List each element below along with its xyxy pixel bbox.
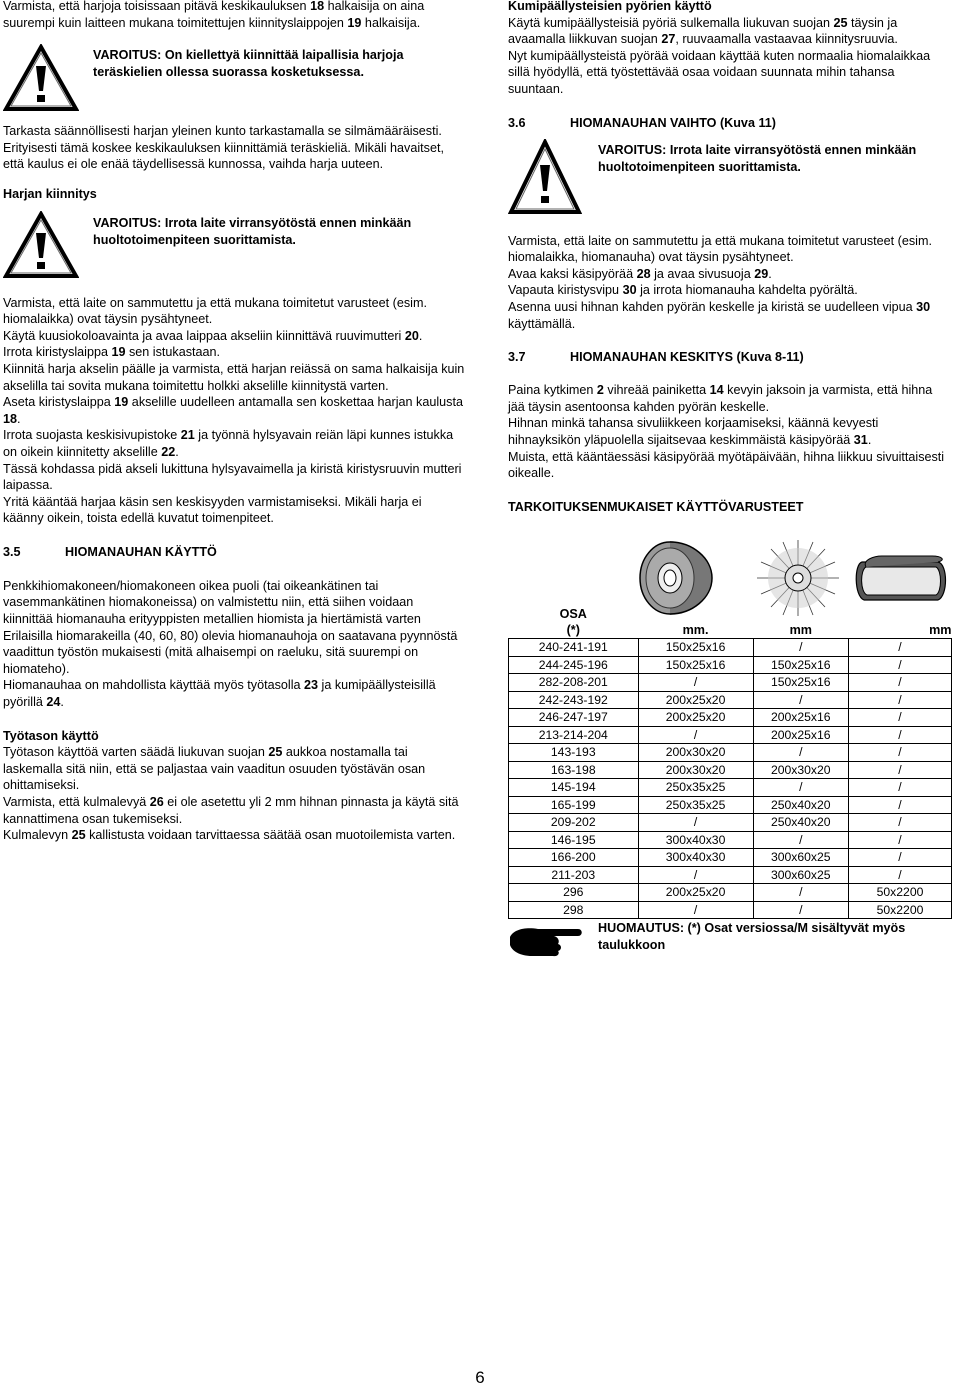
text-run: . [768,266,772,281]
mount-steps [3,295,465,527]
table-cell: 300x60x25 [753,866,848,884]
paragraph [508,282,952,299]
paragraph [3,361,465,394]
table-cell: / [753,691,848,709]
table-cell: 166-200 [509,849,639,867]
inspection-paragraph: Tarkasta säännöllisesti harjan yleinen kunto tarkastamalla se silmämääräisesti. Erityisesti tämä koskee keskikauluksen kiinnittämiä teräskieliä. Mikäli havaitset, että kaulus ei ole enää täydellisessä kunnossa, vaihda harja uuteen. [3,124,444,172]
text-run: Hiomanauhaa on mahdollista käyttää myös työtasolla [3,678,305,693]
paragraph [3,827,465,844]
text-run: ei ole asetettu yli 2 mm hihnan pinnasta ja käytä sitä kannattimena osan tukemiseksi. [3,795,459,826]
table-cell: / [638,901,753,919]
reference-number: 18 [3,411,18,426]
table-cell: 244-245-196 [509,656,639,674]
table-row [509,709,952,727]
reference-number: 21 [180,428,195,443]
text-run: akselille uudelleen antamalla sen koskettaa harjan kaulusta [128,395,463,410]
warning-triangle-icon [3,211,79,279]
text-run: ja kumipäällysteisillä pyörillä [3,678,436,710]
text-run: Avaa kaksi käsipyörää [508,266,637,281]
table-header-row [509,606,952,639]
table-cell: 300x60x25 [753,849,848,867]
text-run: Tässä kohdassa pidä akseli lukittuna hylsyavaimella ja kiristä kiristysruuvin mutteri laipassa. [3,461,462,493]
reference-number: 25 [833,15,848,30]
reference-number: 31 [853,432,868,447]
table-cell: / [753,901,848,919]
text-run: Varmista, että harjoja toisissaan pitävä keskikauluksen [3,0,311,13]
table-row [509,761,952,779]
rubber-heading: Kumipäällysteisien pyörien käyttö [508,0,712,13]
text-run: vihreää painiketta [603,383,710,398]
table-cell: 145-194 [509,779,639,797]
text-run: Varmista, että kulmalevyä [3,795,150,809]
table-cell: 300x40x30 [638,849,753,867]
table-row [509,814,952,832]
reference-number: 29 [754,266,769,281]
table-cell: 200x25x20 [638,884,753,902]
text-run: Penkkihiomakoneen/hiomakoneen oikea puoli (tai oikeankätinen tai vasemmankätinen hiomakoneissa) on valmistettu niin, että siihen voidaan kiinnittää hiomanauha erityyppisten metallien hiomista ja hiertämistä varten [3,578,421,627]
table-row [509,831,952,849]
table-cell: 200x30x20 [753,761,848,779]
paragraph [508,48,952,98]
text-run: Aseta kiristyslaippa [3,395,115,410]
table-cell: 200x30x20 [638,761,753,779]
table-row [509,691,952,709]
table-row [509,674,952,692]
table-cell: 209-202 [509,814,639,832]
text-run: Käytä kumipäällysteisiä pyöriä sulkemalla liukuvan suojan [508,15,834,30]
change-steps [508,233,952,333]
paragraph [3,628,465,678]
text-run: , ruuvaamalla vastaavaa kiinnitysruuvia. [675,32,898,47]
right-column [508,0,952,963]
paragraph [508,449,952,482]
reference-number: 22 [161,444,176,459]
table-cell: 50x2200 [849,884,952,902]
pointing-hand-icon [508,923,584,957]
table-cell: 250x40x20 [753,814,848,832]
reference-number: 26 [149,795,164,809]
table-cell: / [849,656,952,674]
table-cell: / [753,884,848,902]
table-cell: 200x30x20 [638,744,753,762]
table-cell: 282-208-201 [509,674,639,692]
paragraph [508,299,952,332]
table-cell: 246-247-197 [509,709,639,727]
text-run: halkaisija. [361,15,421,30]
table-row [509,726,952,744]
table-cell: 150x25x16 [638,656,753,674]
reference-number: 30 [916,299,931,314]
text-run: . [60,695,64,710]
warning-text-1: VAROITUS: On kiellettyä kiinnittää laipallisia harjoja teräskielien ollessa suorassa kosketuksessa. [93,48,404,80]
paragraph [3,578,465,628]
table-cell: / [849,674,952,692]
table-cell: 50x2200 [849,901,952,919]
table-cell: 300x40x30 [638,831,753,849]
table-cell: 150x25x16 [753,674,848,692]
table-row [509,639,952,657]
section-3-5-title: 3.5 HIOMANAUHAN KÄYTTÖ [3,544,217,559]
table-cell: 298 [509,901,639,919]
table-row [509,656,952,674]
table-row [509,884,952,902]
text-run: Työtason käyttöä varten säädä liukuvan suojan [3,745,269,760]
text-run: täysin ja avaamalla liikkuvan suojan [508,15,898,47]
table-cell: / [638,866,753,884]
text-run: Irrota suojasta keskisivupistoke [3,428,181,443]
text-run: Nyt kumipäällysteistä pyörää voidaan käyttää kuten normaalia hiomalaikkaa sillä hyödyllä, että työstettävää osaa voidaan suunnata mihin tahansa suuntaan. [508,48,931,96]
reference-number: 25 [71,828,86,843]
table-cell: 211-203 [509,866,639,884]
text-run: Varmista, että laite on sammutettu ja että mukana toimitetut varusteet (esim. hiomalaikka) ovat täysin pysähtyneet. [3,295,427,327]
reference-number: 14 [709,383,724,398]
table-cell: 213-214-204 [509,726,639,744]
paragraph [508,415,952,448]
text-run: aukkoa nostamalla tai laskemalla sitä niin, että se paljastaa vain vaaditun osuuden työstävän osan ohittamiseksi. [3,745,426,793]
paragraph [508,233,952,266]
text-run: Asenna uusi hihnan kahden pyörän keskelle ja kiristä se uudelleen vipua [508,299,917,314]
table-cell: 143-193 [509,744,639,762]
table-cell: 163-198 [509,761,639,779]
section-3-6-title: 3.6 HIOMANAUHAN VAIHTO (Kuva 11) [508,115,776,130]
warning-triangle-icon [508,139,582,215]
paragraph [3,494,465,527]
text-run: Käytä kuusiokoloavainta ja avaa laippaa akseliin kiinnittävä ruuvimutteri [3,328,405,343]
table-header-cell: mm [789,623,812,638]
table-cell: / [849,761,952,779]
warning-text-2: VAROITUS: Irrota laite virransyötöstä ennen minkään huoltotoimenpiteen suorittamista. [93,215,412,247]
warning-triangle-icon [3,44,79,112]
text-run: . [867,432,872,447]
text-run: Irrota kiristyslaippa [3,345,112,360]
paragraph [508,266,952,283]
table-cell: 150x25x16 [638,639,753,657]
table-use-paragraphs [3,744,465,844]
text-run: Vapauta kiristysvipu [508,283,623,298]
table-cell: / [849,709,952,727]
paragraph [3,394,465,427]
table-cell: / [638,726,753,744]
table-row [509,866,952,884]
table-cell: 200x25x20 [638,709,753,727]
text-run: Varmista, että laite on sammutettu ja että mukana toimitetut varusteet (esim. hiomalaikka, hiomanauha) ovat täysin pysähtyneet. [508,233,932,265]
sanding-belt-icon [852,550,950,610]
table-cell: 240-241-191 [509,639,639,657]
text-run: halkaisija on aina suurempi kuin laitteen mukana toimitettujen kiinnityslaippojen [3,0,425,30]
paragraph [3,794,465,827]
table-cell: / [849,866,952,884]
text-run: sen istukastaan. [125,345,221,360]
mount-heading: Harjan kiinnitys [3,186,97,201]
table-cell: 242-243-192 [509,691,639,709]
reference-number: 30 [622,283,637,298]
text-run: Erilaisilla hiomarakeilla (40, 60, 80) olevia hiomanauhoja on saatavana pyynnöstä vaadittun työstön mukaisesti (mitä alhaisempi on raeluku, sitä suurempi on hiomateho). [3,628,458,676]
paragraph [508,15,952,48]
table-cell: / [849,744,952,762]
paragraph [508,382,952,415]
text-run: ja irrota hiomanauha kahdelta pyörältä. [636,283,858,298]
reference-number: 24 [46,695,61,710]
table-cell: / [638,814,753,832]
reference-number: 23 [304,678,319,693]
table-cell: 200x25x16 [753,709,848,727]
reference-number: 20 [404,328,419,343]
text-run: . [17,411,21,426]
reference-number: 18 [310,0,325,13]
table-row [509,744,952,762]
accessories-heading: TARKOITUKSENMUKAISET KÄYTTÖVARUSTEET [508,499,804,514]
table-cell: / [849,779,952,797]
text-run: Paina kytkimen [508,383,597,398]
table-cell: / [849,831,952,849]
table-cell: 165-199 [509,796,639,814]
table-cell: / [638,674,753,692]
reference-number: 19 [111,345,126,360]
table-cell: / [753,639,848,657]
text-run: käyttämällä. [508,316,576,331]
table-cell: 250x40x20 [753,796,848,814]
table-row [509,779,952,797]
warning-block-1 [3,44,465,114]
reference-number: 28 [636,266,651,281]
paragraph [3,328,465,345]
table-cell: / [849,726,952,744]
text-run: ja työnnä hylsyavain reiän läpi kunnes istukka on oikein kiinnitetty akselille [3,428,454,459]
text-run: Kulmalevyn [3,828,72,843]
table-cell: / [849,639,952,657]
reference-number: 27 [661,32,676,47]
table-header-cell: OSA (*) [559,607,587,638]
text-run: . [418,328,423,343]
paragraph [3,744,465,794]
warning-block-3 [508,137,952,217]
text-run: Hihnan minkä tahansa sivuliikkeen korjaamiseksi, käännä kevyesti hihnayksikön yläpuolella sijaitsevaa keskimmäistä käsipyörää [508,416,879,447]
paragraph [3,295,465,328]
warning-text-3: VAROITUS: Irrota laite virransyötöstä ennen minkään huoltotoimenpiteen suorittamista. [598,142,917,174]
table-header-cell: mm. [682,623,709,638]
table-cell: / [849,814,952,832]
table-cell: / [753,744,848,762]
reference-number: 19 [347,15,362,30]
table-cell: / [849,691,952,709]
paragraph [3,461,465,494]
table-cell: / [753,831,848,849]
text-run: kevyin jaksoin ja varmista, että hihna jää täysin asentoonsa kahden pyörän keskelle. [508,383,933,414]
reference-number: 2 [596,383,604,398]
table-cell: 200x25x16 [753,726,848,744]
text-run: . [175,444,179,459]
left-column [3,0,465,844]
paragraph [3,427,465,460]
text-run: Muista, että kääntäessäsi käsipyörää myötäpäivään, hihna liikkuu sivuittaisesti oikealle. [508,449,945,481]
table-cell: / [849,796,952,814]
text-run: kallistusta voidaan tarvittaessa säätää osan muotoilemista varten. [85,828,456,843]
rubber-paragraphs [508,15,952,98]
note-text: HUOMAUTUS: (*) Osat versiossa/M sisältyvät myös taulukkoon [598,921,906,953]
reference-number: 25 [268,745,283,760]
table-header-cell: mm [929,623,952,638]
table-cell: 250x35x25 [638,779,753,797]
table-cell: / [849,849,952,867]
text-run: ja avaa sivusuoja [650,266,755,281]
table-cell: 146-195 [509,831,639,849]
paragraph [3,344,465,361]
table-cell: 296 [509,884,639,902]
table-cell: 200x25x20 [638,691,753,709]
text-run: Yritä kääntää harjaa käsin sen keskisyyden varmistamiseksi. Mikäli harja ei käänny oikein, toista edellä kuvatut toimenpiteet. [3,494,422,526]
table-cell: 250x35x25 [638,796,753,814]
table-cell: / [753,779,848,797]
table-row [509,796,952,814]
section-3-7-title: 3.7 HIOMANAUHAN KESKITYS (Kuva 8-11) [508,350,804,365]
intro-paragraph [3,0,465,31]
text-run: Kiinnitä harja akselin päälle ja varmista, että harjan reiässä on sama halkaisija kuin akselilla tai sovita mukana toimitettu holkki akselille kiinnitystä varten. [3,361,465,393]
paragraph [3,677,465,710]
accessories-table-wrap [508,530,952,925]
table-use-heading: Työtason käyttö [3,728,99,743]
belt-paragraphs [3,578,465,711]
warning-block-2 [3,211,465,281]
table-row [509,849,952,867]
accessories-table [508,606,952,919]
note-block [508,915,952,963]
table-cell: 150x25x16 [753,656,848,674]
page-number: 6 [475,1368,485,1387]
reference-number: 19 [114,395,129,410]
center-steps [508,382,952,482]
